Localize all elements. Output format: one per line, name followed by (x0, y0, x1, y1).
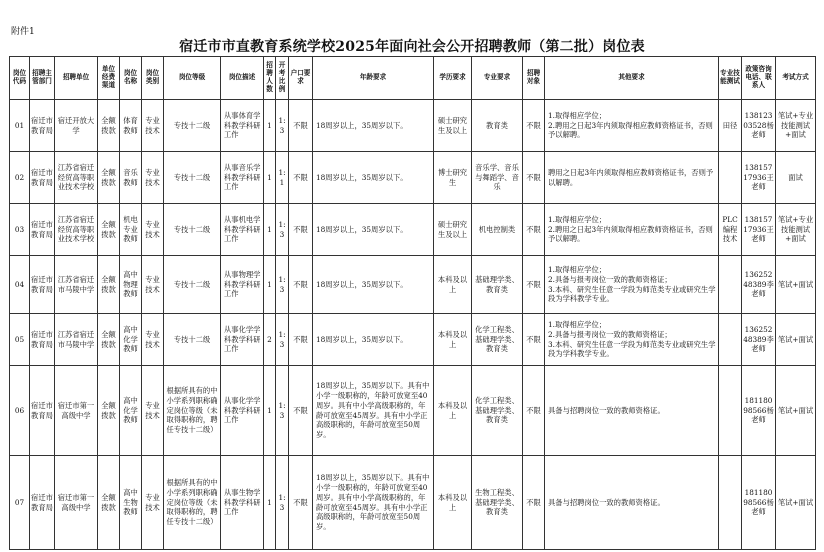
cell-contact: 13815717936王老师 (742, 204, 776, 256)
cell-code: 01 (10, 100, 30, 152)
cell-funding: 全额拨款 (98, 204, 120, 256)
cell-major: 基础理学类、教育类 (472, 256, 523, 314)
cell-unit: 宿迁开放大学 (55, 100, 98, 152)
header-category: 岗位类别 (142, 57, 164, 100)
cell-desc: 从事体育学科教学科研工作 (221, 100, 264, 152)
cell-hukou: 不限 (289, 456, 313, 550)
cell-skill: 田径 (719, 100, 742, 152)
cell-code: 03 (10, 204, 30, 256)
cell-target: 不限 (523, 204, 545, 256)
cell-category: 专业技术 (142, 456, 164, 550)
cell-code: 02 (10, 152, 30, 204)
cell-contact: 18118098566杨老师 (742, 366, 776, 456)
cell-post-name: 体育教师 (120, 100, 142, 152)
cell-exam: 笔试+面试 (776, 366, 816, 456)
header-post-name: 岗位名称 (120, 57, 142, 100)
cell-desc: 从事机电学科教学科研工作 (221, 204, 264, 256)
cell-ratio: 1:3 (276, 314, 289, 366)
cell-desc: 从事音乐学科教学科研工作 (221, 152, 264, 204)
cell-dept: 宿迁市教育局 (30, 314, 55, 366)
cell-level: 专技十二级 (164, 314, 221, 366)
other-requirement-line: 2.具备与报考岗位一致的教师资格证； (548, 329, 672, 339)
cell-age: 18周岁以上，35周岁以下。 (313, 100, 434, 152)
cell-major: 化学工程类、基础理学类、教育类 (472, 314, 523, 366)
cell-target: 不限 (523, 256, 545, 314)
other-requirement-line: 2.聘用之日起3年内须取得相应教师资格证书，否则予以解聘。 (548, 224, 713, 244)
cell-major: 生物工程类、基础理学类、教育类 (472, 456, 523, 550)
table-row (10, 366, 816, 456)
page-title: 宿迁市市直教育系统学校2025年面向社会公开招聘教师（第二批）岗位表 (179, 39, 645, 55)
cell-code: 05 (10, 314, 30, 366)
cell-edu: 本科及以上 (434, 256, 472, 314)
header-funding: 单位经费渠道 (98, 57, 120, 100)
header-edu: 学历要求 (434, 57, 472, 100)
cell-age: 18周岁以上，35周岁以下。 (313, 204, 434, 256)
cell-exam: 笔试+面试 (776, 456, 816, 550)
cell-skill (719, 366, 742, 456)
cell-hukou: 不限 (289, 100, 313, 152)
other-requirement-line: 1.取得相应学位； (548, 214, 607, 224)
cell-count: 1 (264, 152, 276, 204)
cell-edu: 本科及以上 (434, 456, 472, 550)
cell-hukou: 不限 (289, 314, 313, 366)
cell-unit: 江苏省宿迁市马陵中学 (55, 256, 98, 314)
cell-post-name: 高中生物教师 (120, 456, 142, 550)
cell-contact: 13812303528杨老师 (742, 100, 776, 152)
header-skill: 专业技能测试 (719, 57, 742, 100)
cell-other (545, 366, 719, 456)
cell-skill: PLC编程技术 (719, 204, 742, 256)
cell-other (545, 204, 719, 256)
cell-contact: 13625248389李老师 (742, 256, 776, 314)
table-header-row (10, 57, 816, 100)
other-requirement-line: 1.取得相应学位； (548, 264, 607, 274)
header-contact: 政策咨询电话、联系人 (742, 57, 776, 100)
cell-level: 根据所具有的中小学系列职称确定岗位等级（未取得职称的，聘任专技十二级） (164, 366, 221, 456)
cell-skill (719, 314, 742, 366)
cell-age: 18周岁以上，35周岁以下。具有中小学一级职称的，年龄可放宽至40周岁。具有中小学高级职称的，年龄可放宽至45周岁。具有中小学正高级职称的，年龄可放宽至50周岁。 (313, 366, 434, 456)
cell-hukou: 不限 (289, 256, 313, 314)
other-requirement-line: 3.本科、研究生任意一学段为师范类专业或研究生学段为学科教学专业。 (548, 284, 716, 304)
other-requirement-line: 1.取得相应学位； (548, 319, 607, 329)
attachment-label: 附件1 (11, 27, 35, 37)
table-body (10, 100, 816, 550)
other-requirement-line: 2.聘用之日起3年内须取得相应教师资格证书，否则予以解聘。 (548, 120, 713, 140)
cell-level: 专技十二级 (164, 204, 221, 256)
cell-other (545, 256, 719, 314)
header-count: 招聘人数 (264, 57, 276, 100)
cell-edu: 本科及以上 (434, 366, 472, 456)
cell-dept: 宿迁市教育局 (30, 366, 55, 456)
cell-code: 06 (10, 366, 30, 456)
cell-unit: 宿迁市第一高级中学 (55, 456, 98, 550)
cell-unit: 江苏省宿迁经贸高等职业技术学校 (55, 152, 98, 204)
other-requirement-line: 2.具备与报考岗位一致的教师资格证； (548, 274, 672, 284)
cell-level: 专技十二级 (164, 152, 221, 204)
positions-table (9, 56, 816, 550)
cell-ratio: 1:3 (276, 256, 289, 314)
cell-target: 不限 (523, 314, 545, 366)
header-age: 年龄要求 (313, 57, 434, 100)
header-hukou: 户口要求 (289, 57, 313, 100)
cell-edu: 本科及以上 (434, 314, 472, 366)
cell-category: 专业技术 (142, 100, 164, 152)
other-requirement-line: 聘用之日起3年内须取得相应教师资格证书，否则予以解聘。 (548, 167, 714, 187)
cell-unit: 宿迁市第一高级中学 (55, 366, 98, 456)
cell-desc: 从事化学学科教学科研工作 (221, 366, 264, 456)
header-code: 岗位代码 (10, 57, 30, 100)
other-requirement-line: 3.本科、研究生任意一学段为师范类专业或研究生学段为学科教学专业。 (548, 339, 716, 359)
cell-count: 1 (264, 100, 276, 152)
cell-major: 化学工程类、基础理学类、教育类 (472, 366, 523, 456)
cell-ratio: 1:3 (276, 204, 289, 256)
cell-unit: 江苏省宿迁经贸高等职业技术学校 (55, 204, 98, 256)
cell-contact: 13815717936王老师 (742, 152, 776, 204)
header-unit: 招聘单位 (55, 57, 98, 100)
header-other: 其他要求 (545, 57, 719, 100)
cell-count: 1 (264, 204, 276, 256)
cell-count: 1 (264, 456, 276, 550)
cell-exam: 笔试+面试 (776, 314, 816, 366)
cell-contact: 13625248389李老师 (742, 314, 776, 366)
cell-funding: 全额拨款 (98, 152, 120, 204)
header-major: 专业要求 (472, 57, 523, 100)
cell-major: 机电控制类 (472, 204, 523, 256)
cell-major: 音乐学、音乐与舞蹈学、音乐 (472, 152, 523, 204)
cell-other (545, 314, 719, 366)
cell-hukou: 不限 (289, 204, 313, 256)
table-row (10, 100, 816, 152)
header-dept: 招聘主管部门 (30, 57, 55, 100)
cell-category: 专业技术 (142, 204, 164, 256)
cell-other (545, 152, 719, 204)
cell-target: 不限 (523, 100, 545, 152)
cell-post-name: 音乐教师 (120, 152, 142, 204)
cell-exam: 笔试+专业技能测试+面试 (776, 100, 816, 152)
table-row (10, 152, 816, 204)
cell-funding: 全额拨款 (98, 314, 120, 366)
table-row (10, 256, 816, 314)
cell-age: 18周岁以上，35周岁以下。具有中小学一级职称的，年龄可放宽至40周岁。具有中小学高级职称的，年龄可放宽至45周岁。具有中小学正高级职称的，年龄可放宽至50周岁。 (313, 456, 434, 550)
cell-exam: 笔试+面试 (776, 256, 816, 314)
cell-hukou: 不限 (289, 152, 313, 204)
cell-level: 专技十二级 (164, 100, 221, 152)
cell-edu: 硕士研究生及以上 (434, 204, 472, 256)
cell-ratio: 1:3 (276, 456, 289, 550)
other-requirement-line: 具备与招聘岗位一致的教师资格证。 (548, 497, 665, 507)
cell-dept: 宿迁市教育局 (30, 256, 55, 314)
cell-age: 18周岁以上，35周岁以下。 (313, 256, 434, 314)
cell-skill (719, 456, 742, 550)
cell-other (545, 100, 719, 152)
table-row (10, 456, 816, 550)
cell-dept: 宿迁市教育局 (30, 100, 55, 152)
cell-code: 04 (10, 256, 30, 314)
cell-target: 不限 (523, 152, 545, 204)
cell-age: 18周岁以上，35周岁以下。 (313, 152, 434, 204)
cell-skill (719, 152, 742, 204)
cell-funding: 全额拨款 (98, 256, 120, 314)
cell-exam: 笔试+专业技能测试+面试 (776, 204, 816, 256)
header-level: 岗位等级 (164, 57, 221, 100)
cell-post-name: 高中化学教师 (120, 366, 142, 456)
cell-count: 1 (264, 256, 276, 314)
header-exam: 考试方式 (776, 57, 816, 100)
cell-post-name: 高中物理教师 (120, 256, 142, 314)
cell-edu: 硕士研究生及以上 (434, 100, 472, 152)
cell-count: 2 (264, 314, 276, 366)
cell-age: 18周岁以上，35周岁以下。 (313, 314, 434, 366)
cell-other (545, 456, 719, 550)
header-ratio: 开考比例 (276, 57, 289, 100)
cell-target: 不限 (523, 456, 545, 550)
cell-hukou: 不限 (289, 366, 313, 456)
cell-category: 专业技术 (142, 314, 164, 366)
table-row (10, 204, 816, 256)
cell-desc: 从事生物学科教学科研工作 (221, 456, 264, 550)
cell-post-name: 高中化学教师 (120, 314, 142, 366)
cell-dept: 宿迁市教育局 (30, 152, 55, 204)
cell-major: 教育类 (472, 100, 523, 152)
cell-code: 07 (10, 456, 30, 550)
cell-funding: 全额拨款 (98, 456, 120, 550)
cell-unit: 江苏省宿迁市马陵中学 (55, 314, 98, 366)
header-desc: 岗位描述 (221, 57, 264, 100)
cell-ratio: 1:1 (276, 152, 289, 204)
other-requirement-line: 1.取得相应学位； (548, 110, 607, 120)
cell-ratio: 1:3 (276, 100, 289, 152)
cell-count: 1 (264, 366, 276, 456)
cell-category: 专业技术 (142, 366, 164, 456)
cell-category: 专业技术 (142, 152, 164, 204)
cell-desc: 从事化学学科教学科研工作 (221, 314, 264, 366)
cell-skill (719, 256, 742, 314)
cell-level: 根据所具有的中小学系列职称确定岗位等级（未取得职称的，聘任专技十二级） (164, 456, 221, 550)
cell-dept: 宿迁市教育局 (30, 456, 55, 550)
cell-post-name: 机电专业教师 (120, 204, 142, 256)
cell-contact: 18118098566杨老师 (742, 456, 776, 550)
cell-ratio: 1:3 (276, 366, 289, 456)
cell-funding: 全额拨款 (98, 100, 120, 152)
cell-exam: 面试 (776, 152, 816, 204)
header-target: 招聘对象 (523, 57, 545, 100)
cell-edu: 博士研究生 (434, 152, 472, 204)
cell-funding: 全额拨款 (98, 366, 120, 456)
cell-category: 专业技术 (142, 256, 164, 314)
table-row (10, 314, 816, 366)
cell-target: 不限 (523, 366, 545, 456)
cell-desc: 从事物理学科教学科研工作 (221, 256, 264, 314)
cell-level: 专技十二级 (164, 256, 221, 314)
cell-dept: 宿迁市教育局 (30, 204, 55, 256)
other-requirement-line: 具备与招聘岗位一致的教师资格证。 (548, 405, 665, 415)
